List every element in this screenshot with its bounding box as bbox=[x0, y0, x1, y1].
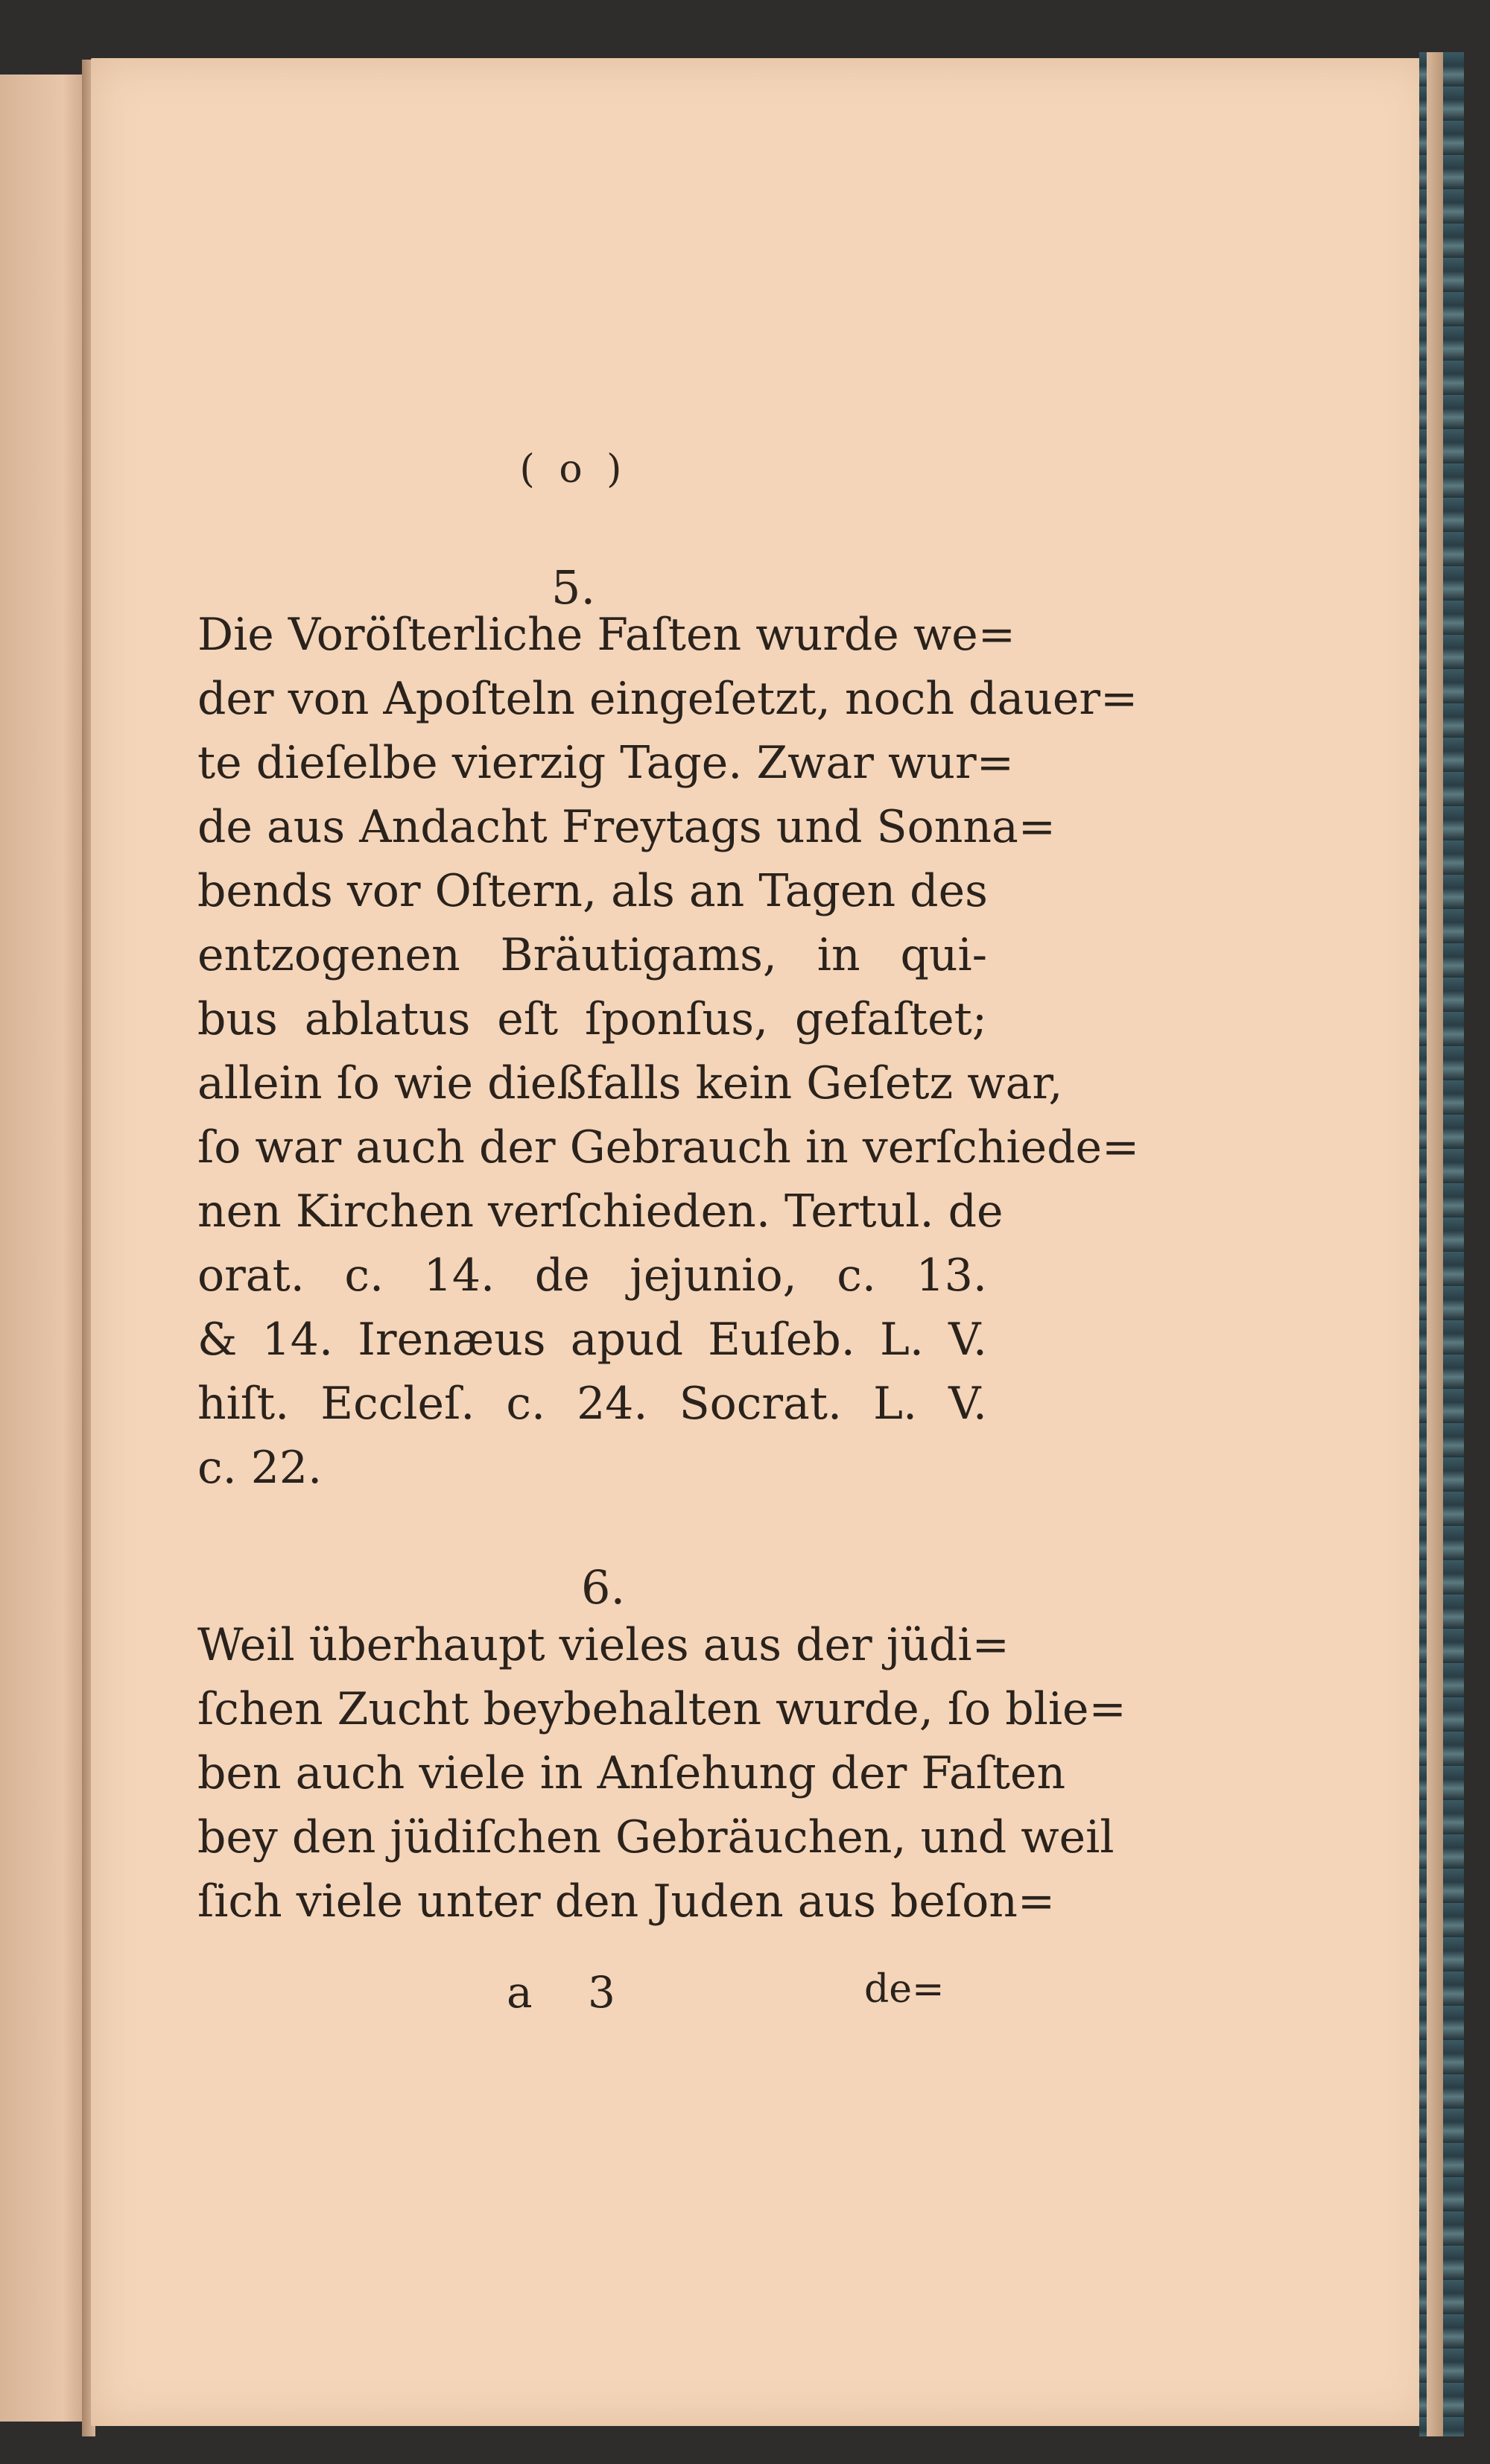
text-line: ſich viele unter den Juden aus beſon= bbox=[197, 1875, 1056, 1928]
text-line: te dieſelbe vierzig Tage. Zwar wur= bbox=[197, 737, 1014, 789]
text-line: bey den jüdiſchen Gebräuchen, und weil bbox=[197, 1811, 1115, 1863]
text-line: ſchen Zucht beybehalten wurde, ſo blie= bbox=[197, 1683, 1126, 1735]
text-line: Die Voröſterliche Faſten wurde we= bbox=[197, 609, 1016, 661]
section-number: 5. bbox=[551, 560, 596, 615]
text-line: orat. c. 14. de jejunio, c. 13. bbox=[197, 1250, 987, 1302]
text-line: de aus Andacht Freytags und Sonna= bbox=[197, 801, 1056, 853]
catchword: de= bbox=[864, 1967, 945, 2012]
text-line: der von Apoſteln eingeſetzt, noch dauer= bbox=[197, 673, 1138, 725]
section-number: 6. bbox=[581, 1560, 626, 1615]
left-page-edge bbox=[0, 75, 89, 2422]
text-line: & 14. Irenæus apud Euſeb. L. V. bbox=[197, 1314, 987, 1366]
page-edge bbox=[1427, 52, 1443, 2436]
text-line: Weil überhaupt vieles aus der jüdi= bbox=[197, 1619, 1009, 1671]
text-line: allein ſo wie dießfalls kein Geſetz war, bbox=[197, 1057, 1063, 1109]
text-line: c. 22. bbox=[197, 1442, 323, 1494]
page-header: ( o ) bbox=[519, 447, 628, 492]
text-line: hiſt. Eccleſ. c. 24. Socrat. L. V. bbox=[197, 1378, 987, 1430]
text-line: entzogenen Bräutigams, in qui- bbox=[197, 929, 987, 981]
signature-mark: a 3 bbox=[507, 1967, 636, 2018]
text-line: ſo war auch der Gebrauch in verſchiede= bbox=[197, 1121, 1140, 1174]
text-line: ben auch viele in Anſehung der Faſten bbox=[197, 1747, 1066, 1799]
text-line: bends vor Oſtern, als an Tagen des bbox=[197, 865, 988, 917]
text-line: bus ablatus eſt ſponſus, gefaſtet; bbox=[197, 993, 987, 1045]
text-line: nen Kirchen verſchieden. Tertul. de bbox=[197, 1185, 1004, 1238]
page bbox=[91, 58, 1432, 2426]
